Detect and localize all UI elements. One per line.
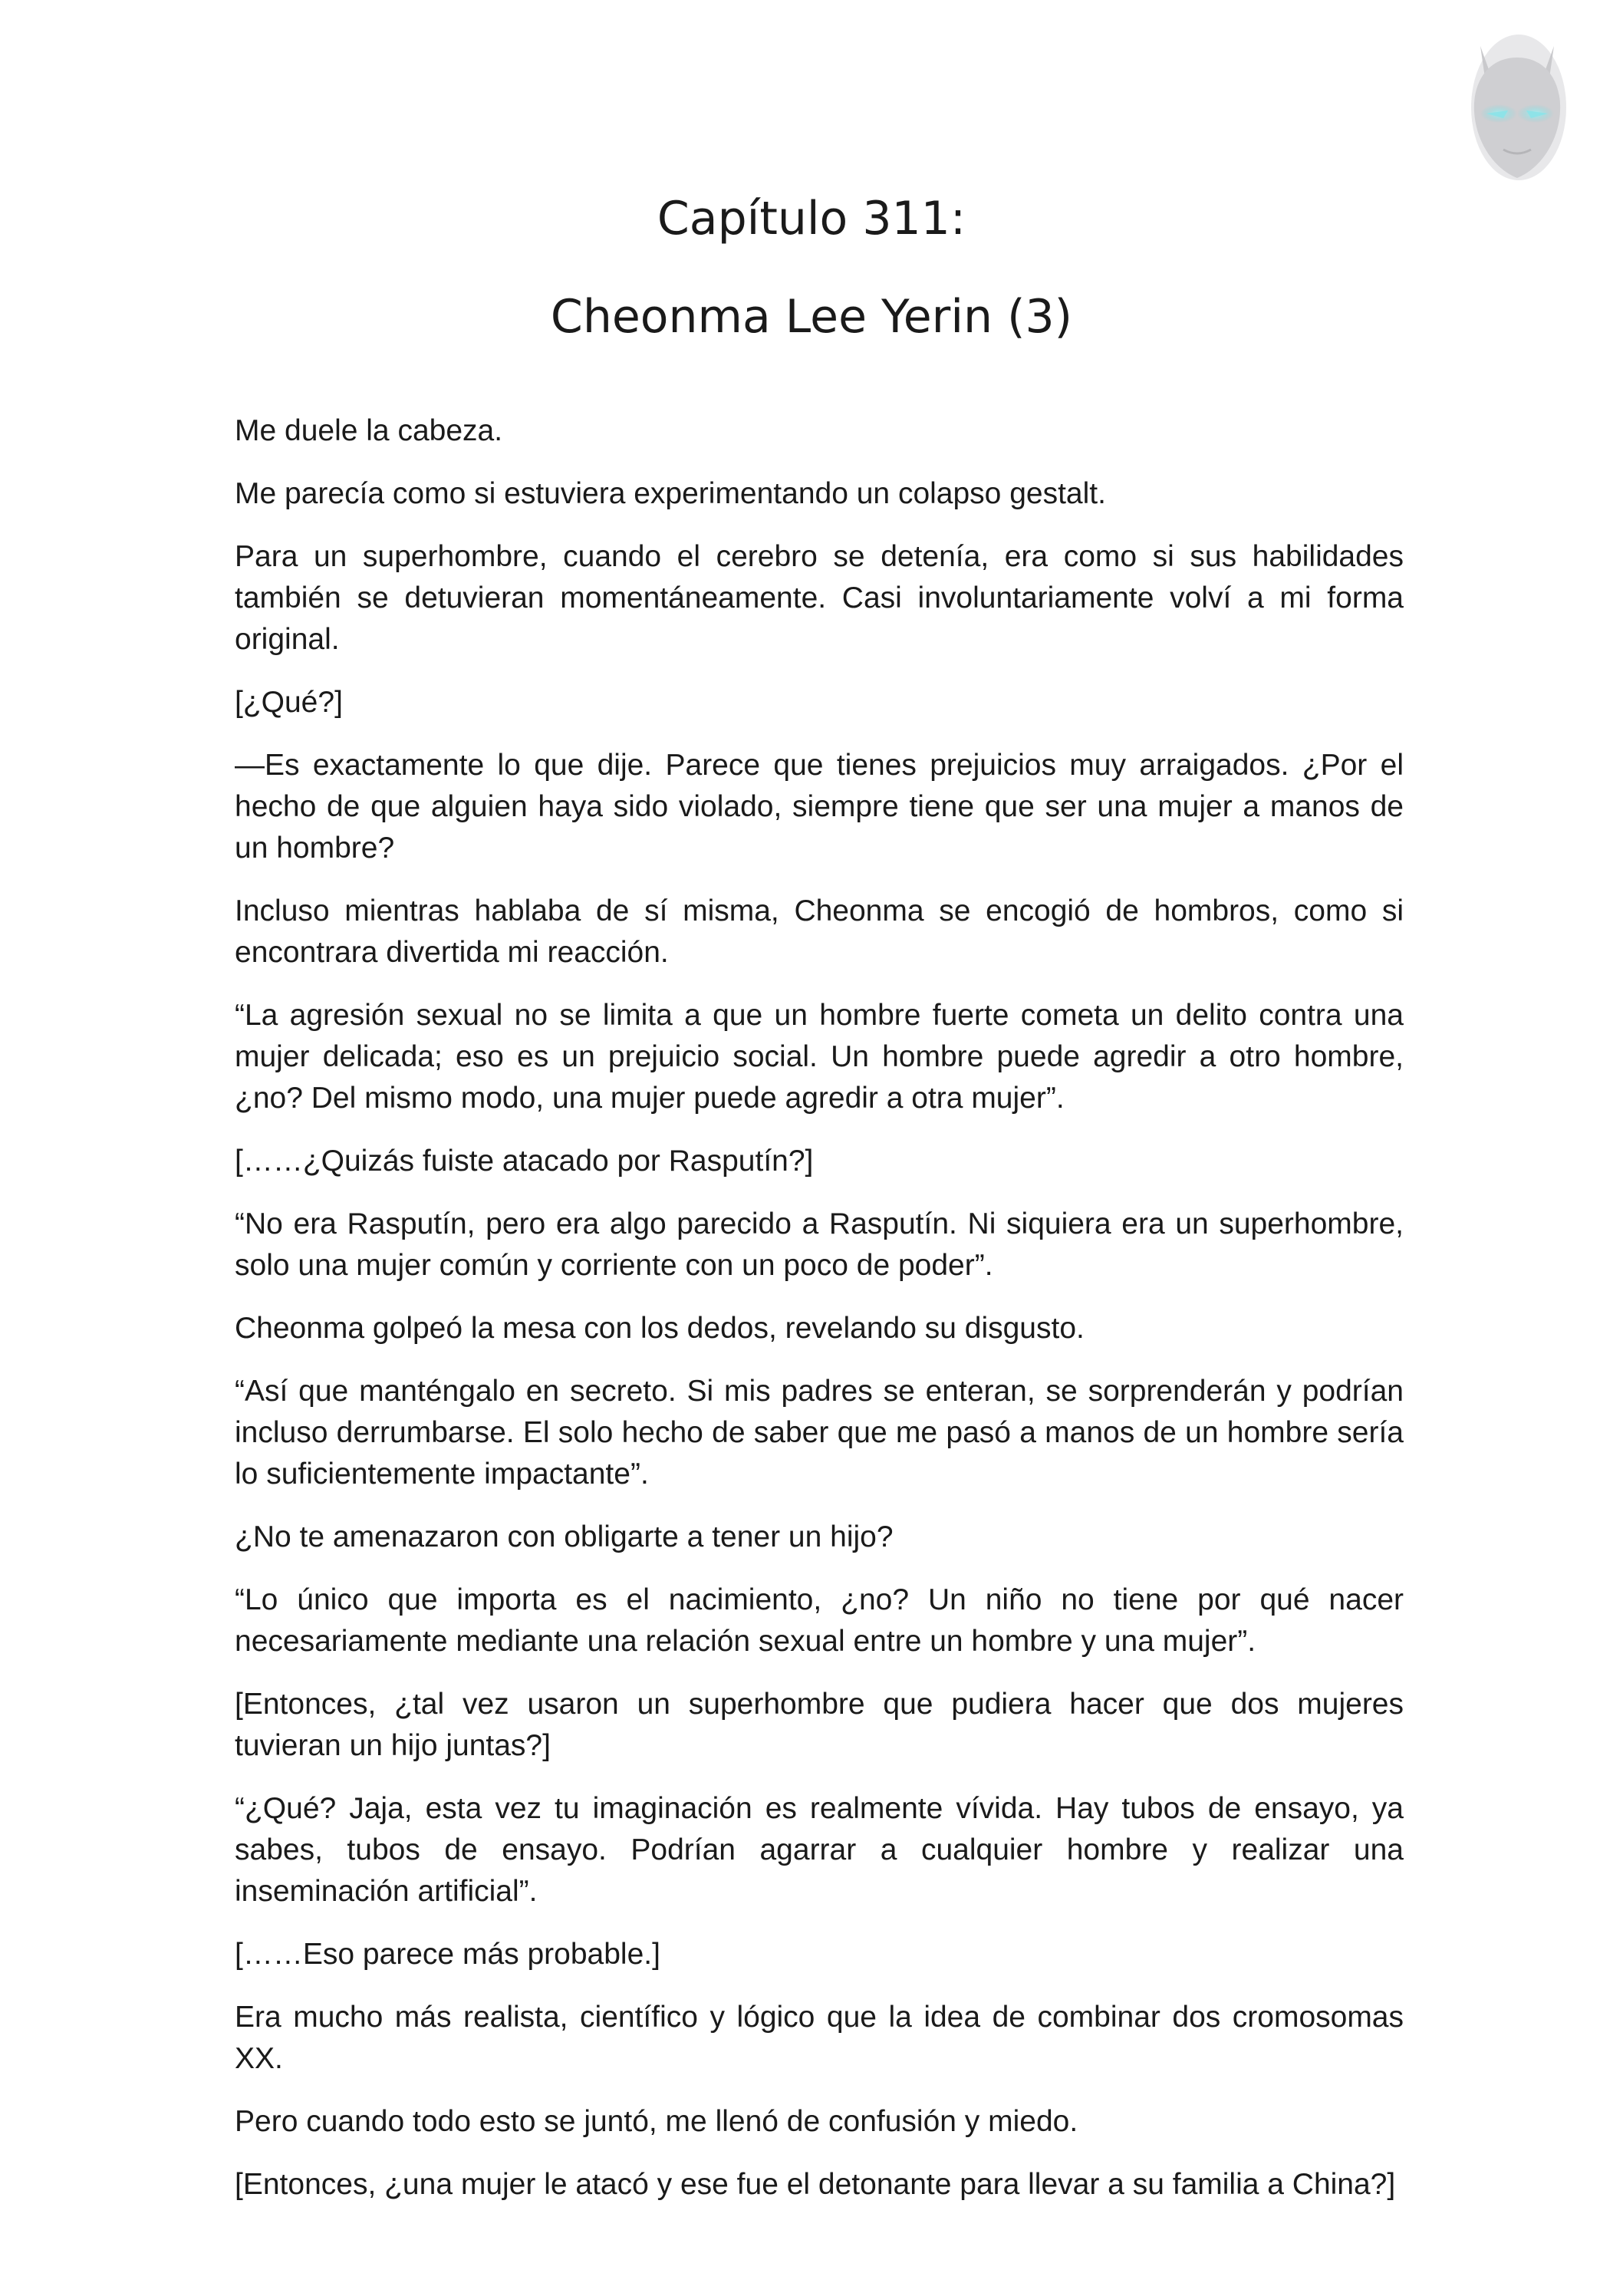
paragraph: Cheonma golpeó la mesa con los dedos, revelando su disgusto. <box>235 1312 1085 1345</box>
chapter-title <box>0 192 1623 388</box>
paragraph: “La agresión sexual no se limita a que un hombre fuerte cometa un delito contra una mujer delicada; eso es un prejuicio social. Un hombre puede agredir a otro hombre, ¿no? Del mismo modo, una mujer puede agredir a otra mujer”. <box>235 999 1404 1115</box>
paragraph: “No era Rasputín, pero era algo parecido a Rasputín. Ni siquiera era un superhombre, solo una mujer común y corriente con un poco de poder”. <box>235 1207 1404 1282</box>
paragraph: Era mucho más realista, científico y lógico que la idea de combinar dos cromosomas XX. <box>235 2001 1404 2075</box>
paragraph: [……¿Quizás fuiste atacado por Rasputín?] <box>235 1145 814 1178</box>
chapter-subtitle: Cheonma Lee Yerin (3) <box>550 290 1073 344</box>
paragraph: Me parecía como si estuviera experimentando un colapso gestalt. <box>235 477 1106 510</box>
chapter-number: Capítulo 311: <box>657 192 966 245</box>
paragraph: “Así que manténgalo en secreto. Si mis padres se enteran, se sorprenderán y podrían incluso derrumbarse. El solo hecho de saber que me pasó a manos de un hombre sería lo suficientemente impactante”. <box>235 1375 1404 1491</box>
paragraph: Para un superhombre, cuando el cerebro se detenía, era como si sus habilidades también se detuvieran momentáneamente. Casi involuntariamente volví a mi forma original. <box>235 540 1404 656</box>
paragraph: [……Eso parece más probable.] <box>235 1938 660 1971</box>
paragraph: “Lo único que importa es el nacimiento, ¿no? Un niño no tiene por qué nacer necesariamente mediante una relación sexual entre un hombre y una mujer”. <box>235 1583 1404 1658</box>
paragraph: “¿Qué? Jaja, esta vez tu imaginación es realmente vívida. Hay tubos de ensayo, ya sabes, tubos de ensayo. Podrían agarrar a cualquier hombre y realizar una inseminación artificial”. <box>235 1792 1404 1908</box>
paragraph: ¿No te amenazaron con obligarte a tener un hijo? <box>235 1520 894 1553</box>
paragraph: —Es exactamente lo que dije. Parece que tienes prejuicios muy arraigados. ¿Por el hecho de que alguien haya sido violado, siempre tiene que ser una mujer a manos de un hombre? <box>235 749 1404 865</box>
paragraph: Pero cuando todo esto se juntó, me llenó de confusión y miedo. <box>235 2105 1078 2138</box>
paragraph: Incluso mientras hablaba de sí misma, Cheonma se encogió de hombros, como si encontrara divertida mi reacción. <box>235 894 1404 969</box>
paragraph: Me duele la cabeza. <box>235 414 503 447</box>
chapter-body <box>235 410 1404 2227</box>
paragraph: [Entonces, ¿una mujer le atacó y ese fue el detonante para llevar a su familia a China?] <box>235 2168 1396 2201</box>
paragraph: [Entonces, ¿tal vez usaron un superhombre que pudiera hacer que dos mujeres tuvieran un hijo juntas?] <box>235 1688 1404 1762</box>
demon-head-logo-icon <box>1463 15 1571 192</box>
paragraph: [¿Qué?] <box>235 686 343 719</box>
